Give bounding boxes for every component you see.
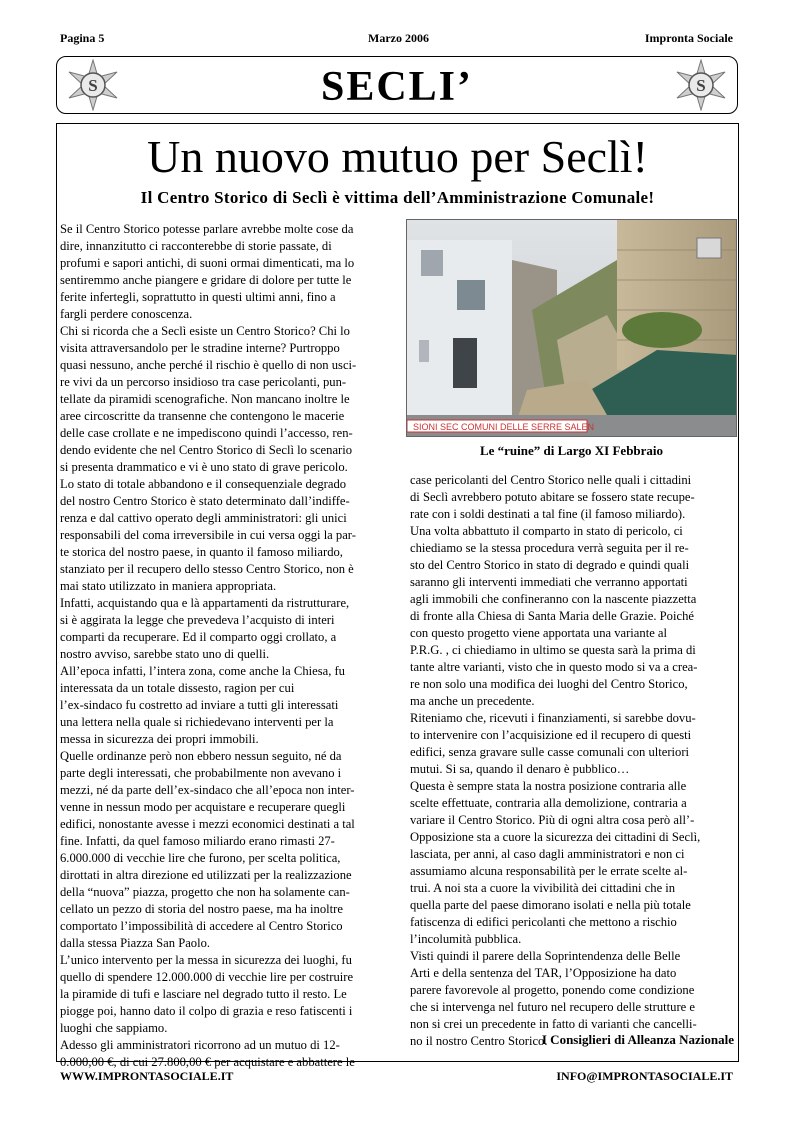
text-line: parere favorevole al progetto, ponendo come condizione xyxy=(410,983,695,997)
text-line: visita attraversandolo per le stradine interne? Purtroppo xyxy=(60,341,340,355)
text-line: variare il Centro Storico. Più di ogni altra cosa però all’- xyxy=(410,813,695,827)
text-line: luoghi che sappiamo. xyxy=(60,1021,168,1035)
text-line: parte degli interessati, che probabilmente non avevano i xyxy=(60,766,342,780)
article-column-right xyxy=(410,472,734,1050)
text-line: sentiremmo anche piangere e gridare di dolore per tutte le xyxy=(60,273,352,287)
text-line: saranno gli interventi immediati che verranno apportati xyxy=(410,575,688,589)
text-line: quello di spendere 12.000.000 di vecchie lire per costruire xyxy=(60,970,354,984)
text-line: venne in nessun modo per acquistare e recuperare quegli xyxy=(60,800,346,814)
text-line: fargli perdere conoscenza. xyxy=(60,307,193,321)
text-line: nostro avviso, sarebbe stato uno di quelli. xyxy=(60,647,270,661)
text-line: Quelle ordinanze però non ebbero nessun seguito, né da xyxy=(60,749,342,763)
text-line: delle case crollate e ne impediscono quindi l’accesso, ren- xyxy=(60,426,353,440)
publication-name: Impronta Sociale xyxy=(644,31,733,45)
text-line: una lettera nella quale si richiedevano interventi per la xyxy=(60,715,334,729)
text-line: comparti da recuperare. Ed il comparto oggi crollato, a xyxy=(60,630,337,644)
section-banner xyxy=(56,56,738,114)
svg-text:S: S xyxy=(88,76,98,95)
text-line: piogge poi, hanno dato il colpo di grazia e reso fatiscenti i xyxy=(60,1004,353,1018)
article-photo xyxy=(406,219,737,437)
text-line: sto del Centro Storico in stato di degrado e quindi quali xyxy=(410,558,690,572)
text-line: Lo stato di totale abbandono e il consequenziale degrado xyxy=(60,477,347,491)
text-line: che si intervenga nel futuro nel recupero delle strutture e xyxy=(410,1000,695,1014)
text-line: L’unico intervento per la messa in sicurezza dei luoghi, fu xyxy=(60,953,352,967)
text-line: dire, innanzitutto ci racconterebbe di storie passate, di xyxy=(60,239,332,253)
text-line: quella parte del paese dimorano isolati e nella più totale xyxy=(410,898,691,912)
text-line: re vivi da un percorso insidioso tra case pericolanti, pun- xyxy=(60,375,347,389)
text-line: P.R.G. , ci chiediamo in ultimo se questa sarà la prima di xyxy=(410,643,696,657)
text-line: mai stato utilizzato in maniera appropriata. xyxy=(60,579,277,593)
ruins-photo-image xyxy=(407,220,737,437)
page-number: Pagina 5 xyxy=(60,31,105,45)
text-line: Chi si ricorda che a Seclì esiste un Centro Storico? Chi lo xyxy=(60,324,350,338)
star-s-emblem-icon xyxy=(675,59,727,111)
text-line: edifici, nonostante avesse i mezzi economici destinati a tal xyxy=(60,817,355,831)
text-line: lasciata, per anni, al caso dagli amministratori e non ci xyxy=(410,847,685,861)
text-line: l’ex-sindaco fu costretto ad inviare a tutti gli interessati xyxy=(60,698,339,712)
text-line: ferite infertegli, soprattutto in questi ultimi anni, fino a xyxy=(60,290,336,304)
article-headline: Un nuovo mutuo per Seclì! xyxy=(147,131,648,182)
text-line: trui. A noi sta a cuore la vivibilità dei cittadini che in xyxy=(410,881,676,895)
text-line: dendo evidente che nel Centro Storico di Seclì lo scenario xyxy=(60,443,353,457)
text-line: dirottati in altra direzione ed utilizzati per la realizzazione xyxy=(60,868,352,882)
text-line: Se il Centro Storico potesse parlare avrebbe molte cose da xyxy=(60,222,354,236)
barrier-banner-text: SIONI SEC COMUNI DELLE SERRE SALEN xyxy=(413,422,595,432)
text-line: Riteniamo che, ricevuti i finanziamenti, si sarebbe dovu- xyxy=(410,711,696,725)
text-line: Adesso gli amministratori ricorrono ad un mutuo di 12- xyxy=(60,1038,340,1052)
text-line: cellato un pezzo di storia del nostro paese, ma ha inoltre xyxy=(60,902,343,916)
text-line: renza e dal cattivo operato degli amministratori: gli unici xyxy=(60,511,347,525)
text-line: ma anche un precedente. xyxy=(410,694,535,708)
text-line: di fronte alla Chiesa di Santa Maria delle Grazie. Poiché xyxy=(410,609,694,623)
text-line: te storica del nostro paese, in quanto il famoso miliardo, xyxy=(60,545,343,559)
text-line: dalla stessa Piazza San Paolo. xyxy=(60,936,211,950)
article-signature: I Consiglieri di Alleanza Nazionale xyxy=(541,1032,734,1047)
text-line: scelte effettuate, contraria alla demolizione, contraria a xyxy=(410,796,687,810)
text-line: 6.000.000 di vecchie lire che furono, per scelta politica, xyxy=(60,851,341,865)
page-header xyxy=(60,31,733,47)
section-title: SECLI’ xyxy=(320,64,474,110)
text-line: no il nostro Centro Storico. xyxy=(410,1034,548,1048)
article-subheadline: Il Centro Storico di Seclì è vittima dell’Amministrazione Comunale! xyxy=(140,188,655,207)
text-line: profumi e sapori antichi, di suoni ormai dimenticati, ma lo xyxy=(60,256,355,270)
text-line: stanziato per il recupero dello stesso Centro Storico, non è xyxy=(60,562,354,576)
text-line: quasi nessuno, anche perché il rischio è quello di non usci- xyxy=(60,358,357,372)
text-line: tellate da piramidi scenografiche. Non mancano inoltre le xyxy=(60,392,350,406)
text-line: assumiamo alcuna responsabilità per le errate scelte al- xyxy=(410,864,688,878)
text-line: mutui. Si sa, quando il denaro è pubblico… xyxy=(410,762,630,776)
text-line: si presenta drammatico e vi è uno stato di grave pericolo. xyxy=(60,460,348,474)
text-line: re non solo una modifica dei luoghi del Centro Storico, xyxy=(410,677,688,691)
text-line: responsabili del coma irreversibile in cui versa oggi la par- xyxy=(60,528,356,542)
text-line: Arti e della sentenza del TAR, l’Opposizione ha dato xyxy=(410,966,677,980)
footer-website-link[interactable]: WWW.IMPRONTASOCIALE.IT xyxy=(60,1069,234,1083)
text-line: rate con i soldi destinati a tal fine (il famoso miliardo). xyxy=(410,507,686,521)
text-line: edifici, senza gravare sulle casse comunali con ulteriori xyxy=(410,745,690,759)
text-line: si è aggirata la legge che prevedeva l’acquisto di interi xyxy=(60,613,335,627)
page-footer xyxy=(60,1069,733,1085)
text-line: case pericolanti del Centro Storico nelle quali i cittadini xyxy=(410,473,692,487)
text-line: mezzi, né da parte dell’ex-sindaco che all’epoca non inter- xyxy=(60,783,355,797)
text-line: Questa è sempre stata la nostra posizione contraria alle xyxy=(410,779,687,793)
text-line: aree circoscritte da transenne che contengono le macerie xyxy=(60,409,345,423)
text-line: All’epoca infatti, l’intera zona, come anche la Chiesa, fu xyxy=(60,664,345,678)
article-column-left xyxy=(60,221,394,1071)
text-line: tante altre varianti, visto che in questo modo si va a crea- xyxy=(410,660,698,674)
text-line: del nostro Centro Storico è stato determinato dall’indiffe- xyxy=(60,494,350,508)
text-line: la piramide di tufi e lasciare nel degrado tutto il resto. Le xyxy=(60,987,347,1001)
photo-caption: Le “ruine” di Largo XI Febbraio xyxy=(479,443,664,458)
text-line: 0.000,00 €, di cui 27.800,00 € per acquistare e abbattere le xyxy=(60,1055,355,1069)
text-line: interessata da un totale dissesto, ragion per cui xyxy=(60,681,295,695)
text-line: non si crei un precedente in fatto di varianti che cancelli- xyxy=(410,1017,697,1031)
text-line: fine. Infatti, da quel famoso miliardo erano rimasti 27- xyxy=(60,834,335,848)
text-line: Infatti, acquistando qua e là appartamenti da ristrutturare, xyxy=(60,596,350,610)
text-line: Visti quindi il parere della Soprintendenza delle Belle xyxy=(410,949,681,963)
text-line: chiediamo se la stessa procedura verrà seguita per il re- xyxy=(410,541,689,555)
text-line: Una volta abbattuto il comparto in stato di pericolo, ci xyxy=(410,524,683,538)
text-line: di Seclì avrebbero potuto abitare se fossero state recupe- xyxy=(410,490,695,504)
text-line: messa in sicurezza dei propri immobili. xyxy=(60,732,259,746)
text-line: l’incolumità pubblica. xyxy=(410,932,522,946)
text-line: comportato l’impossibilità di accedere al Centro Storico xyxy=(60,919,343,933)
text-line: fatiscenza di edifici pericolanti che mettono a rischio xyxy=(410,915,677,929)
footer-email-link[interactable]: INFO@IMPRONTASOCIALE.IT xyxy=(556,1069,733,1083)
issue-date: Marzo 2006 xyxy=(368,31,429,45)
text-line: agli immobili che confineranno con la nascente piazzetta xyxy=(410,592,697,606)
text-line: Opposizione sta a cuore la sicurezza dei cittadini di Seclì, xyxy=(410,830,701,844)
text-line: con questo progetto viene apportata una variante al xyxy=(410,626,668,640)
text-line: to intervenire con l’acquisizione ed il recupero di questi xyxy=(410,728,692,742)
svg-text:S: S xyxy=(696,76,706,95)
text-line: della “nuova” piazza, progetto che non ha solamente can- xyxy=(60,885,350,899)
